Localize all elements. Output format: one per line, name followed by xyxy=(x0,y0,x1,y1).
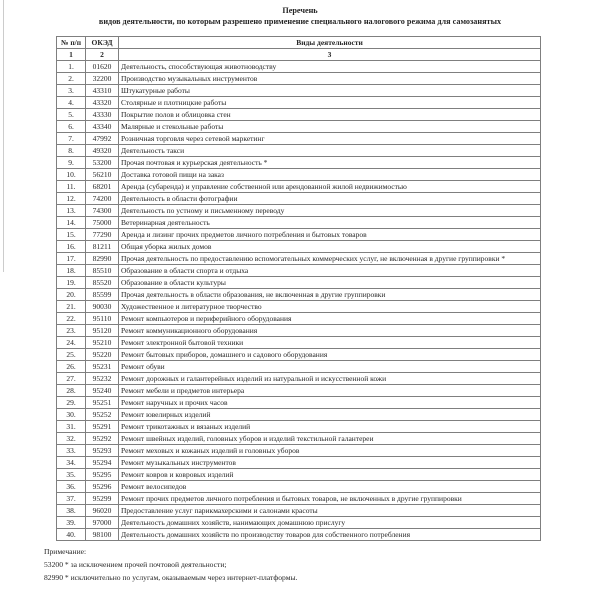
row-activity-cell: Ремонт велосипедов xyxy=(119,481,541,493)
row-code-cell: 95299 xyxy=(86,493,119,505)
title-line-1: Перечень xyxy=(282,6,318,15)
table-row xyxy=(57,517,541,529)
row-code-cell: 81211 xyxy=(86,241,119,253)
row-activity-cell: Художественное и литературное творчество xyxy=(119,301,541,313)
row-activity-cell: Общая уборка жилых домов xyxy=(119,241,541,253)
row-number-cell: 24. xyxy=(57,337,86,349)
row-code-cell: 95291 xyxy=(86,421,119,433)
row-activity-cell: Прочая деятельность в области образования, не включенная в другие группировки xyxy=(119,289,541,301)
table-row xyxy=(57,373,541,385)
row-code-cell: 90030 xyxy=(86,301,119,313)
table-row xyxy=(57,145,541,157)
row-code-cell: 95252 xyxy=(86,409,119,421)
table-row xyxy=(57,421,541,433)
row-code-cell: 95294 xyxy=(86,457,119,469)
row-activity-cell: Деятельность домашних хозяйств по производству товаров для собственного потребления xyxy=(119,529,541,541)
notes-section xyxy=(44,545,298,584)
table-row xyxy=(57,277,541,289)
column-number-1: 1 xyxy=(57,49,86,61)
table-row xyxy=(57,337,541,349)
table-row xyxy=(57,193,541,205)
row-number-cell: 28. xyxy=(57,385,86,397)
row-number-cell: 15. xyxy=(57,229,86,241)
row-code-cell: 95296 xyxy=(86,481,119,493)
table-row xyxy=(57,169,541,181)
row-activity-cell: Ветеринарная деятельность xyxy=(119,217,541,229)
row-activity-cell: Малярные и стекольные работы xyxy=(119,121,541,133)
row-activity-cell: Ремонт электронной бытовой техники xyxy=(119,337,541,349)
header-row-number: № п/п xyxy=(57,37,86,49)
row-number-cell: 33. xyxy=(57,445,86,457)
row-code-cell: 98100 xyxy=(86,529,119,541)
row-number-cell: 3. xyxy=(57,85,86,97)
row-code-cell: 43310 xyxy=(86,85,119,97)
row-number-cell: 16. xyxy=(57,241,86,253)
header-oked-code: ОКЭД xyxy=(86,37,119,49)
row-number-cell: 31. xyxy=(57,421,86,433)
row-activity-cell: Деятельность такси xyxy=(119,145,541,157)
table-row xyxy=(57,85,541,97)
note-item-82990: 82990 * исключительно по услугам, оказываемым через интернет-платформы. xyxy=(44,573,298,582)
table-row xyxy=(57,109,541,121)
row-code-cell: 43330 xyxy=(86,109,119,121)
row-activity-cell: Ремонт ювелирных изделий xyxy=(119,409,541,421)
row-number-cell: 1. xyxy=(57,61,86,73)
row-number-cell: 17. xyxy=(57,253,86,265)
row-activity-cell: Аренда (субаренда) и управление собственной или арендованной жилой недвижимостью xyxy=(119,181,541,193)
row-activity-cell: Столярные и плотницкие работы xyxy=(119,97,541,109)
row-code-cell: 95240 xyxy=(86,385,119,397)
row-number-cell: 21. xyxy=(57,301,86,313)
row-code-cell: 53200 xyxy=(86,157,119,169)
row-number-cell: 7. xyxy=(57,133,86,145)
table-row xyxy=(57,241,541,253)
row-number-cell: 35. xyxy=(57,469,86,481)
row-code-cell: 43340 xyxy=(86,121,119,133)
table-row xyxy=(57,385,541,397)
row-number-cell: 36. xyxy=(57,481,86,493)
row-code-cell: 68201 xyxy=(86,181,119,193)
row-number-cell: 38. xyxy=(57,505,86,517)
document-title xyxy=(0,6,600,27)
row-number-cell: 39. xyxy=(57,517,86,529)
row-number-cell: 2. xyxy=(57,73,86,85)
table-row xyxy=(57,493,541,505)
row-activity-cell: Производство музыкальных инструментов xyxy=(119,73,541,85)
row-number-cell: 37. xyxy=(57,493,86,505)
row-code-cell: 95232 xyxy=(86,373,119,385)
table-row xyxy=(57,97,541,109)
row-code-cell: 96020 xyxy=(86,505,119,517)
row-code-cell: 95210 xyxy=(86,337,119,349)
row-activity-cell: Прочая деятельность по предоставлению вспомогательных коммерческих услуг, не включенная в другие группировки * xyxy=(119,253,541,265)
row-number-cell: 32. xyxy=(57,433,86,445)
row-code-cell: 82990 xyxy=(86,253,119,265)
column-number-2: 2 xyxy=(86,49,119,61)
row-code-cell: 77290 xyxy=(86,229,119,241)
row-code-cell: 85510 xyxy=(86,265,119,277)
activities-table xyxy=(56,36,541,541)
row-code-cell: 56210 xyxy=(86,169,119,181)
row-number-cell: 20. xyxy=(57,289,86,301)
row-activity-cell: Ремонт мебели и предметов интерьера xyxy=(119,385,541,397)
row-activity-cell: Ремонт обуви xyxy=(119,361,541,373)
table-row xyxy=(57,301,541,313)
header-activity-types: Виды деятельности xyxy=(119,37,541,49)
row-number-cell: 30. xyxy=(57,409,86,421)
table-row xyxy=(57,445,541,457)
note-item-53200: 53200 * за исключением прочей почтовой деятельности; xyxy=(44,560,227,569)
row-code-cell: 95220 xyxy=(86,349,119,361)
row-number-cell: 22. xyxy=(57,313,86,325)
table-row xyxy=(57,289,541,301)
row-code-cell: 95251 xyxy=(86,397,119,409)
row-code-cell: 95292 xyxy=(86,433,119,445)
table-row xyxy=(57,253,541,265)
table-row xyxy=(57,229,541,241)
row-activity-cell: Штукатурные работы xyxy=(119,85,541,97)
row-activity-cell: Прочая почтовая и курьерская деятельность * xyxy=(119,157,541,169)
table-row xyxy=(57,457,541,469)
row-code-cell: 47992 xyxy=(86,133,119,145)
row-number-cell: 8. xyxy=(57,145,86,157)
row-activity-cell: Образование в области культуры xyxy=(119,277,541,289)
row-code-cell: 95293 xyxy=(86,445,119,457)
table-row xyxy=(57,133,541,145)
row-number-cell: 14. xyxy=(57,217,86,229)
row-activity-cell: Розничная торговля через сетевой маркетинг xyxy=(119,133,541,145)
row-activity-cell: Предоставление услуг парикмахерскими и салонами красоты xyxy=(119,505,541,517)
row-activity-cell: Ремонт прочих предметов личного потребления и бытовых товаров, не включенных в другие группировки xyxy=(119,493,541,505)
table-body xyxy=(57,61,541,541)
table-row xyxy=(57,73,541,85)
row-number-cell: 27. xyxy=(57,373,86,385)
row-number-cell: 11. xyxy=(57,181,86,193)
column-number-row xyxy=(57,49,541,61)
table-row xyxy=(57,205,541,217)
row-code-cell: 95110 xyxy=(86,313,119,325)
row-number-cell: 19. xyxy=(57,277,86,289)
row-number-cell: 40. xyxy=(57,529,86,541)
row-code-cell: 95231 xyxy=(86,361,119,373)
column-number-3: 3 xyxy=(119,49,541,61)
row-code-cell: 74300 xyxy=(86,205,119,217)
table-row xyxy=(57,469,541,481)
table-header-row xyxy=(57,37,541,49)
row-number-cell: 34. xyxy=(57,457,86,469)
row-activity-cell: Деятельность в области фотографии xyxy=(119,193,541,205)
table-row xyxy=(57,121,541,133)
table-row xyxy=(57,397,541,409)
table-row xyxy=(57,481,541,493)
row-number-cell: 13. xyxy=(57,205,86,217)
row-activity-cell: Покрытие полов и облицовка стен xyxy=(119,109,541,121)
table-row xyxy=(57,265,541,277)
table-row xyxy=(57,349,541,361)
row-activity-cell: Ремонт компьютеров и периферийного оборудования xyxy=(119,313,541,325)
row-activity-cell: Ремонт коммуникационного оборудования xyxy=(119,325,541,337)
row-activity-cell: Ремонт меховых и кожаных изделий и головных уборов xyxy=(119,445,541,457)
row-number-cell: 5. xyxy=(57,109,86,121)
row-activity-cell: Аренда и лизинг прочих предметов личного потребления и бытовых товаров xyxy=(119,229,541,241)
row-number-cell: 25. xyxy=(57,349,86,361)
row-number-cell: 29. xyxy=(57,397,86,409)
scan-edge-artifact xyxy=(3,0,4,272)
row-code-cell: 32200 xyxy=(86,73,119,85)
row-number-cell: 6. xyxy=(57,121,86,133)
row-number-cell: 10. xyxy=(57,169,86,181)
title-line-2: видов деятельности, по которым разрешено применение специального налогового режима для самозанятых xyxy=(98,16,502,26)
table-row xyxy=(57,505,541,517)
row-activity-cell: Ремонт ковров и ковровых изделий xyxy=(119,469,541,481)
row-number-cell: 18. xyxy=(57,265,86,277)
row-activity-cell: Ремонт швейных изделий, головных уборов и изделий текстильной галантереи xyxy=(119,433,541,445)
row-code-cell: 85520 xyxy=(86,277,119,289)
row-code-cell: 49320 xyxy=(86,145,119,157)
table-row xyxy=(57,325,541,337)
table-row xyxy=(57,361,541,373)
row-number-cell: 4. xyxy=(57,97,86,109)
table-row xyxy=(57,217,541,229)
table-row xyxy=(57,181,541,193)
table-row xyxy=(57,157,541,169)
notes-label: Примечание: xyxy=(44,547,87,556)
row-activity-cell: Ремонт дорожных и галантерейных изделий из натуральной и искусственной кожи xyxy=(119,373,541,385)
row-activity-cell: Доставка готовой пищи на заказ xyxy=(119,169,541,181)
row-activity-cell: Ремонт наручных и прочих часов xyxy=(119,397,541,409)
table-row xyxy=(57,61,541,73)
row-activity-cell: Деятельность, способствующая животноводству xyxy=(119,61,541,73)
row-code-cell: 43320 xyxy=(86,97,119,109)
row-code-cell: 95120 xyxy=(86,325,119,337)
table-row xyxy=(57,313,541,325)
row-code-cell: 74200 xyxy=(86,193,119,205)
row-code-cell: 97000 xyxy=(86,517,119,529)
row-code-cell: 01620 xyxy=(86,61,119,73)
row-activity-cell: Ремонт музыкальных инструментов xyxy=(119,457,541,469)
row-activity-cell: Ремонт бытовых приборов, домашнего и садового оборудования xyxy=(119,349,541,361)
row-code-cell: 95295 xyxy=(86,469,119,481)
row-code-cell: 85599 xyxy=(86,289,119,301)
row-number-cell: 23. xyxy=(57,325,86,337)
table-row xyxy=(57,409,541,421)
table-row xyxy=(57,433,541,445)
row-number-cell: 9. xyxy=(57,157,86,169)
row-activity-cell: Деятельность домашних хозяйств, нанимающих домашнюю прислугу xyxy=(119,517,541,529)
row-number-cell: 12. xyxy=(57,193,86,205)
row-activity-cell: Деятельность по устному и письменному переводу xyxy=(119,205,541,217)
row-code-cell: 75000 xyxy=(86,217,119,229)
row-number-cell: 26. xyxy=(57,361,86,373)
row-activity-cell: Ремонт трикотажных и вязаных изделий xyxy=(119,421,541,433)
row-activity-cell: Образование в области спорта и отдыха xyxy=(119,265,541,277)
table-row xyxy=(57,529,541,541)
